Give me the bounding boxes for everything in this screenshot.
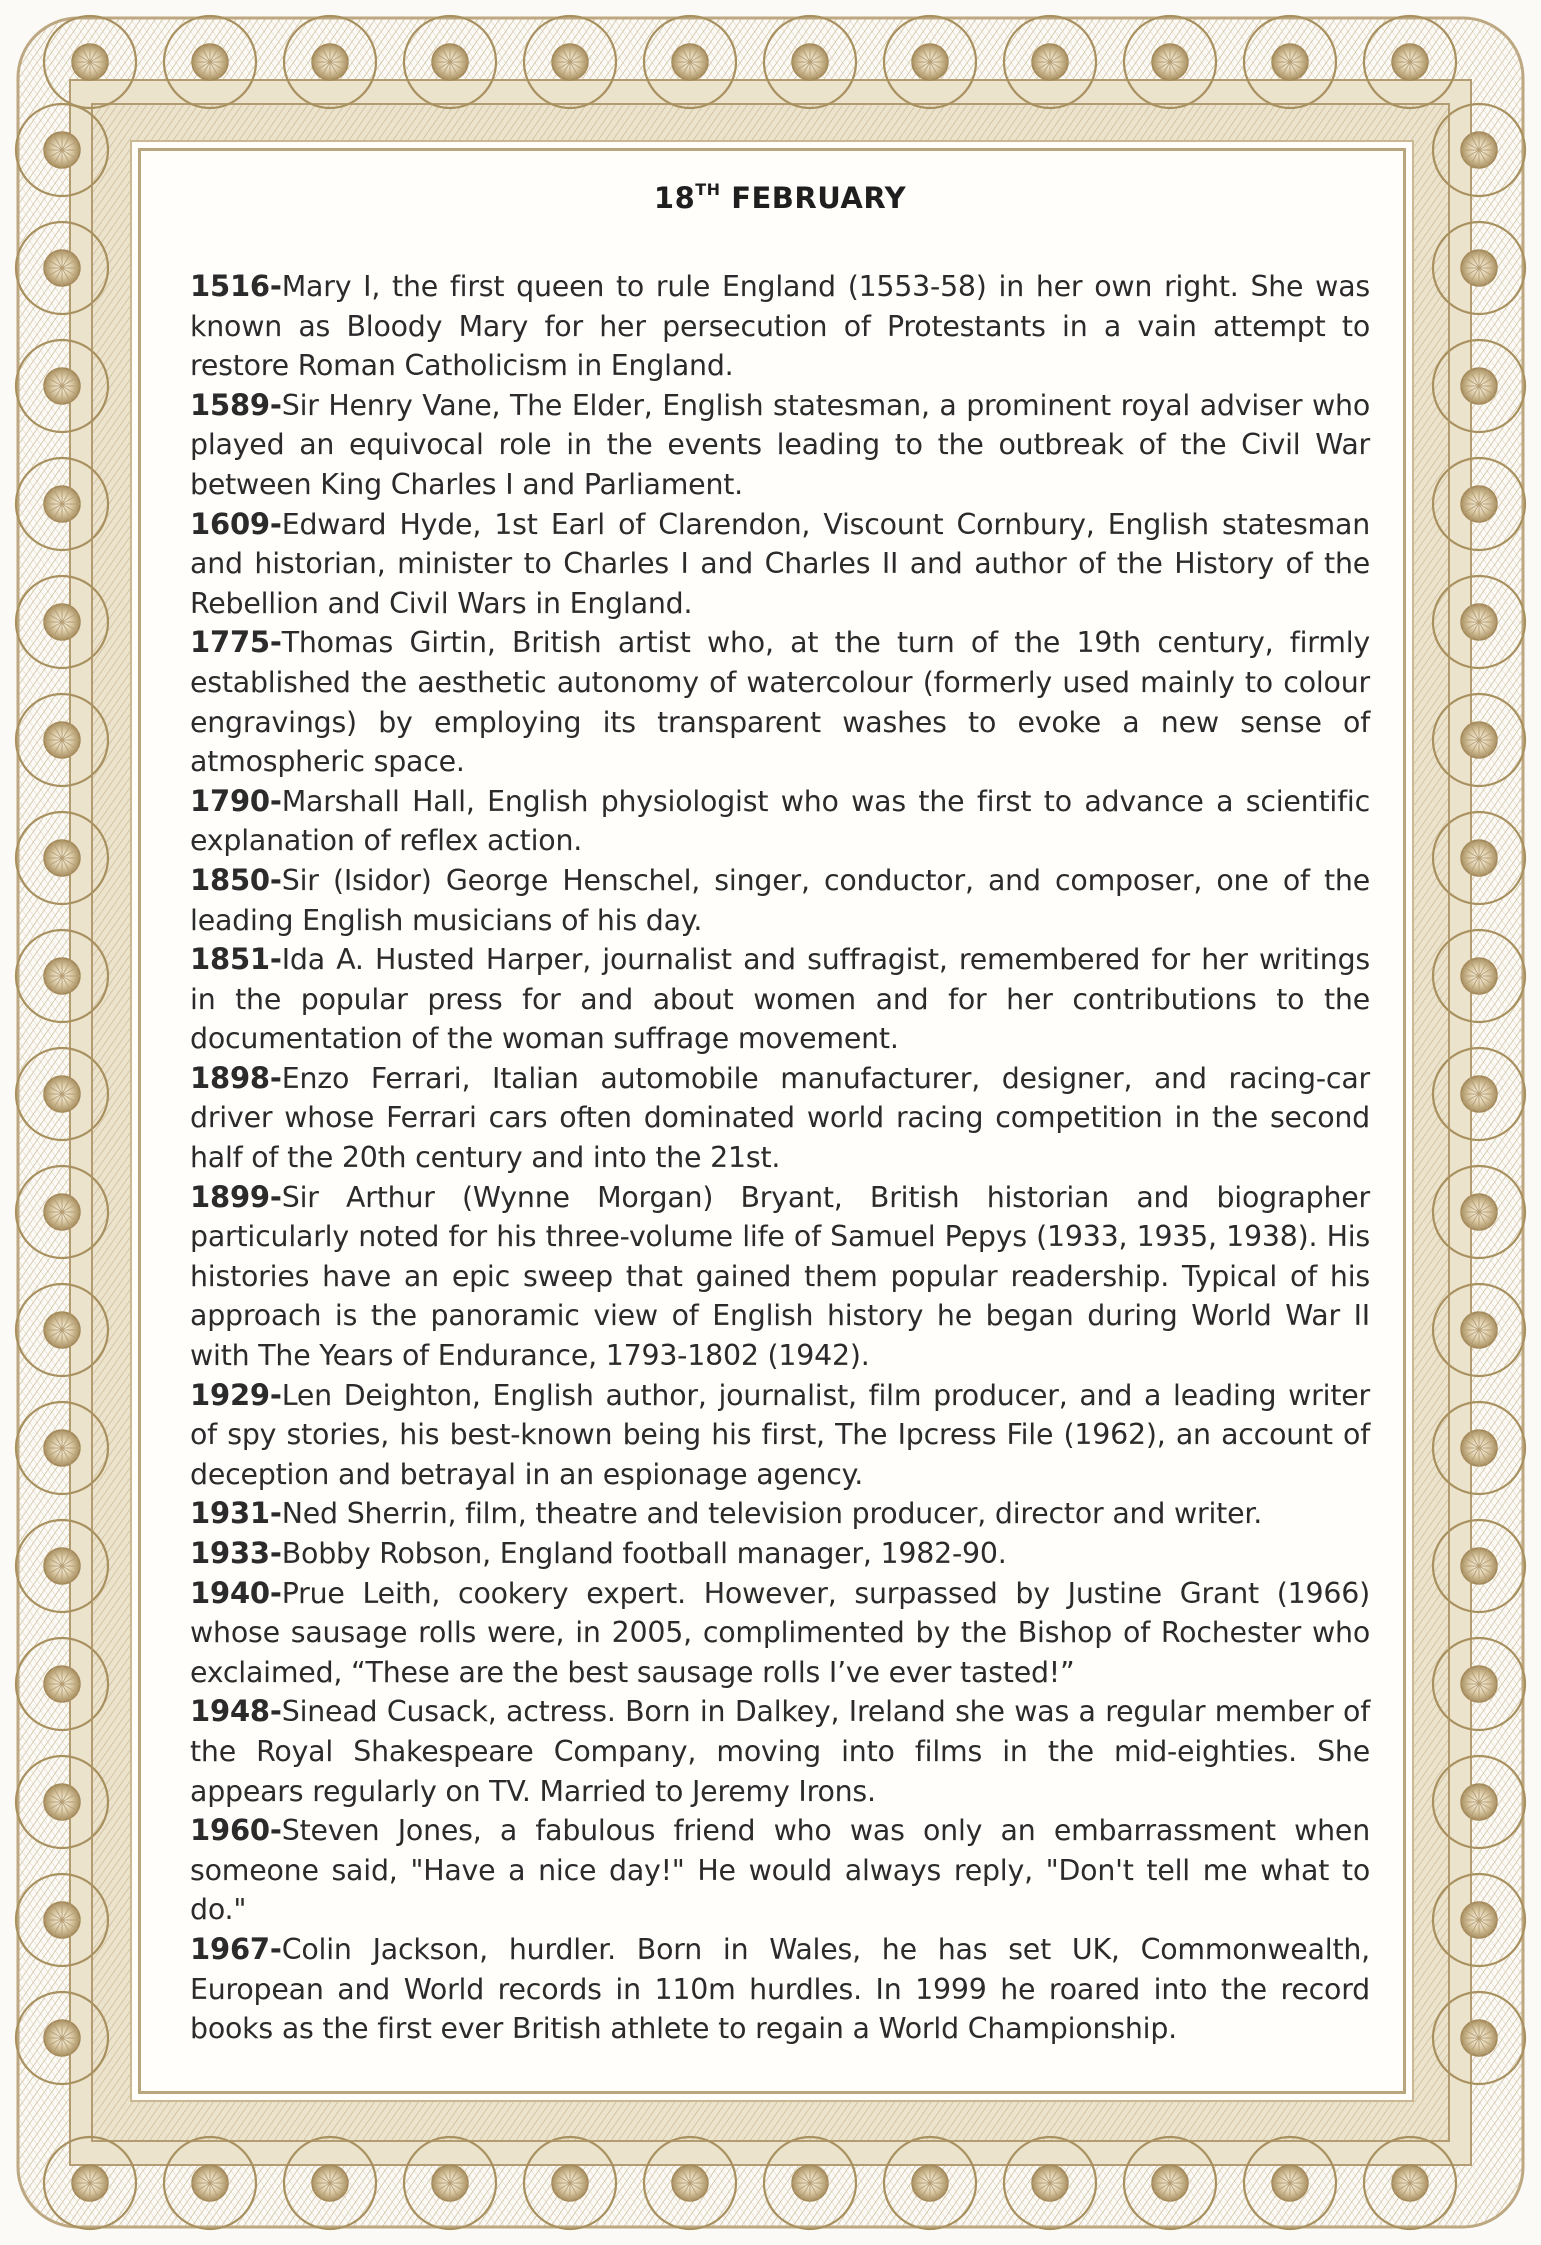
- entry-item: [190, 267, 1370, 386]
- entry-year: 1851-: [190, 942, 282, 977]
- entry-item: [190, 1059, 1370, 1178]
- entry-year: 1933-: [190, 1536, 282, 1570]
- entry-year: 1790-: [190, 783, 282, 818]
- entry-text: Marshall Hall, English physiologist who was the first to advance a scientific explanation of reflex action.: [190, 784, 1370, 858]
- entry-text: Sir Arthur (Wynne Morgan) Bryant, British historian and biographer particularly noted for his three-volume life of Samuel Pepys (1933, 1935, 1938). His histories have an epic sweep that gained them popular readership. Typical of his approach is the panoramic view of English history he began during World War II with The Years of Endurance, 1793-1802 (1942).: [190, 1180, 1370, 1373]
- entry-item: [190, 1692, 1370, 1811]
- entry-item: [190, 386, 1370, 505]
- entry-text: Sir Henry Vane, The Elder, English statesman, a prominent royal adviser who played an equivocal role in the events leading to the outbreak of the Civil War between King Charles I and Parliament.: [190, 388, 1370, 501]
- entry-item: [190, 505, 1370, 624]
- entry-text: Steven Jones, a fabulous friend who was only an embarrassment when someone said, "Have a nice day!" He would always reply, "Don't tell me what to do.": [190, 1814, 1370, 1927]
- entry-text: Ned Sherrin, film, theatre and television producer, director and writer.: [281, 1497, 1263, 1531]
- entry-year: 1589-: [190, 387, 282, 422]
- entry-item: [190, 1178, 1370, 1376]
- entry-item: [190, 782, 1370, 861]
- entry-year: 1516-: [190, 269, 282, 303]
- entry-text: Colin Jackson, hurdler. Born in Wales, he has set UK, Commonwealth, European and World records in 110m hurdles. In 1999 he roared into the record books as the first ever British athlete to regain a World Championship.: [190, 1932, 1370, 2046]
- entry-year: 1940-: [190, 1575, 282, 1610]
- entry-year: 1850-: [190, 862, 282, 897]
- entry-year: 1775-: [190, 625, 282, 660]
- entry-text: Sir (Isidor) George Henschel, singer, conductor, and composer, one of the leading English musicians of his day.: [190, 863, 1370, 937]
- entry-item: [190, 1574, 1370, 1693]
- entry-text: Prue Leith, cookery expert. However, surpassed by Justine Grant (1966) whose sausage rolls were, in 2005, complimented by the Bishop of Rochester who exclaimed, “These are the best sausage rolls I’ve ever tasted!”: [190, 1576, 1370, 1689]
- title-day-suffix: TH: [695, 180, 721, 199]
- entry-text: Mary I, the first queen to rule England (1553-58) in her own right. She was known as Bloody Mary for her persecution of Protestants in a vain attempt to restore Roman Catholicism in England.: [190, 270, 1370, 383]
- title-month: FEBRUARY: [731, 181, 907, 215]
- page-title: [190, 180, 1370, 215]
- entry-year: 1929-: [190, 1377, 282, 1412]
- title-day: 18: [653, 181, 696, 215]
- entry-text: Thomas Girtin, British artist who, at the turn of the 19th century, firmly established the aesthetic autonomy of watercolour (formerly used mainly to colour engravings) by employing its transparent washes to evoke a new sense of atmospheric space.: [190, 626, 1370, 779]
- entry-item: [190, 1494, 1370, 1534]
- entry-year: 1967-: [190, 1931, 282, 1966]
- entry-text: Edward Hyde, 1st Earl of Clarendon, Viscount Cornbury, English statesman and historian, minister to Charles I and Charles II and author of the History of the Rebellion and Civil Wars in England.: [190, 507, 1370, 620]
- entry-item: [190, 1930, 1370, 2049]
- entry-item: [190, 861, 1370, 940]
- entry-text: Len Deighton, English author, journalist, film producer, and a leading writer of spy stories, his best-known being his first, The Ipcress File (1962), an account of deception and betrayal in an espionage agency.: [190, 1378, 1370, 1491]
- entry-year: 1948-: [190, 1694, 282, 1729]
- document-content: [190, 168, 1370, 2049]
- entry-text: Bobby Robson, England football manager, 1982-90.: [281, 1537, 1007, 1570]
- entry-text: Sinead Cusack, actress. Born in Dalkey, Ireland she was a regular member of the Royal Shakespeare Company, moving into films in the mid-eighties. She appears regularly on TV. Married to Jeremy Irons.: [190, 1695, 1370, 1808]
- entry-item: [190, 1811, 1370, 1930]
- entry-year: 1931-: [190, 1496, 282, 1531]
- entry-year: 1960-: [190, 1813, 282, 1848]
- entry-year: 1898-: [190, 1060, 282, 1095]
- entry-list: [190, 267, 1370, 2049]
- entry-item: [190, 1376, 1370, 1495]
- entry-item: [190, 940, 1370, 1059]
- entry-text: Enzo Ferrari, Italian automobile manufacturer, designer, and racing-car driver whose Ferrari cars often dominated world racing competition in the second half of the 20th century and into the 21st.: [190, 1061, 1370, 1175]
- entry-item: [190, 623, 1370, 781]
- entry-item: [190, 1534, 1370, 1574]
- entry-text: Ida A. Husted Harper, journalist and suffragist, remembered for her writings in the popular press for and about women and for her contributions to the documentation of the woman suffrage movement.: [190, 943, 1370, 1056]
- entry-year: 1609-: [190, 506, 282, 541]
- entry-year: 1899-: [190, 1179, 282, 1214]
